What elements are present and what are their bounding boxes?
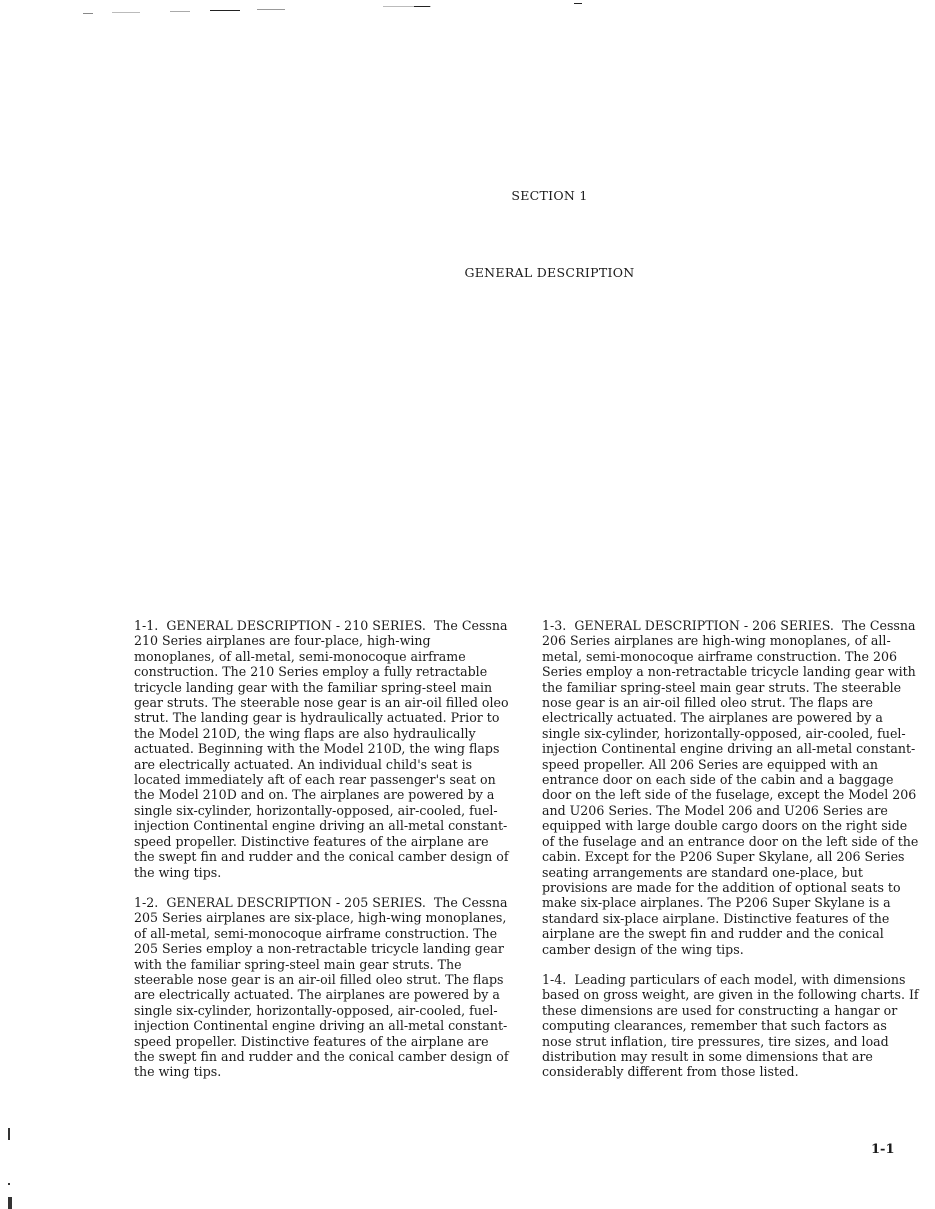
- page-number: 1-1: [871, 1142, 895, 1157]
- paragraph-text: Leading particulars of each model, with dimensions based on gross weight, are given in the following charts. If these dimensions are used for constructing a hangar or computing clearances, remember that such factors as nose strut inflation, tire pressures, tire sizes, and load distribution may result in some dimensions that are considerably different from those listed.: [542, 971, 919, 1080]
- scan-artifact: [257, 9, 285, 10]
- paragraph-number: 1-2.: [134, 894, 159, 910]
- paragraph-1-3: [542, 618, 920, 957]
- scan-artifact: [8, 1197, 12, 1209]
- paragraph-text: The Cessna 205 Series airplanes are six-place, high-wing monoplanes, of all-metal, semi-monocoque airframe construction. The 205 Series employ a non-retractable tricycle landing gear with the familiar spring-steel main gear struts. The steerable nose gear is an air-oil filled oleo strut. The flaps are electrically actuated. The airplanes are powered by a single six-cylinder, horizontally-opposed, air-cooled, fuel-injection Continental engine driving an all-metal constant-speed propeller. Distinctive features of the airplane are the swept fin and rudder and the conical camber design of the wing tips.: [134, 894, 509, 1080]
- paragraph-text: The Cessna 210 Series airplanes are four-place, high-wing monoplanes, of all-metal, semi-monocoque airframe construction. The 210 Series employ a fully retractable tricycle landing gear with the familiar spring-steel main gear struts. The steerable nose gear is an air-oil filled oleo strut. The landing gear is hydraulically actuated. Prior to the Model 210D, the wing flaps are also hydraulically actuated. Beginning with the Model 210D, the wing flaps are electrically actuated. An individual child's seat is located immediately aft of each rear passenger's seat on the Model 210D and on. The airplanes are powered by a single six-cylinder, horizontally-opposed, air-cooled, fuel-injection Continental engine driving an all-metal constant-speed propeller. Distinctive features of the airplane are the swept fin and rudder and the conical camber design of the wing tips.: [134, 618, 509, 880]
- section-title: GENERAL DESCRIPTION: [464, 265, 635, 280]
- paragraph-1-4: [542, 972, 920, 1080]
- paragraph-number: 1-1.: [134, 618, 159, 633]
- paragraph-number: 1-4.: [542, 971, 567, 987]
- scan-artifact: [170, 11, 190, 12]
- scan-artifact: [414, 6, 430, 7]
- paragraph-number: 1-3.: [542, 618, 567, 633]
- scan-artifact: [83, 13, 93, 14]
- paragraph-1-2: [134, 895, 512, 1080]
- paragraph-heading: GENERAL DESCRIPTION - 206 SERIES.: [574, 618, 834, 633]
- paragraph-heading: GENERAL DESCRIPTION - 205 SERIES.: [166, 894, 426, 910]
- right-column: [542, 618, 920, 1095]
- left-column: [134, 618, 512, 1095]
- paragraph-1-1: [134, 618, 512, 880]
- scan-artifact: [8, 1183, 10, 1185]
- scan-artifact: [8, 1128, 10, 1140]
- paragraph-heading: GENERAL DESCRIPTION - 210 SERIES.: [166, 618, 426, 633]
- paragraph-text: The Cessna 206 Series airplanes are high-wing monoplanes, of all-metal, semi-monocoque airframe construction. The 206 Series employ a non-retractable tricycle landing gear with the familiar spring-steel main gear struts. The steerable nose gear is an air-oil filled oleo strut. The flaps are electrically actuated. The airplanes are powered by a single six-cylinder, horizontally-opposed, air-cooled, fuel-injection Continental engine driving an all-metal constant-speed propeller. All 206 Series are equipped with an entrance door on each side of the cabin and a baggage door on the left side of the fuselage, except the Model 206 and U206 Series. The Model 206 and U206 Series are equipped with large double cargo doors on the right side of the fuselage and an entrance door on the left side of the cabin. Except for the P206 Super Skylane, all 206 Series seating arrangements are standard one-place, but provisions are made for the addition of optional seats to make six-place airplanes. The P206 Super Skylane is a standard six-place airplane. Distinctive features of the airplane are the swept fin and rudder and the conical camber design of the wing tips.: [542, 618, 919, 957]
- scan-artifact: [210, 10, 240, 11]
- scan-artifact: [574, 3, 582, 4]
- scan-artifact: [112, 12, 140, 13]
- section-label: SECTION 1: [511, 188, 588, 203]
